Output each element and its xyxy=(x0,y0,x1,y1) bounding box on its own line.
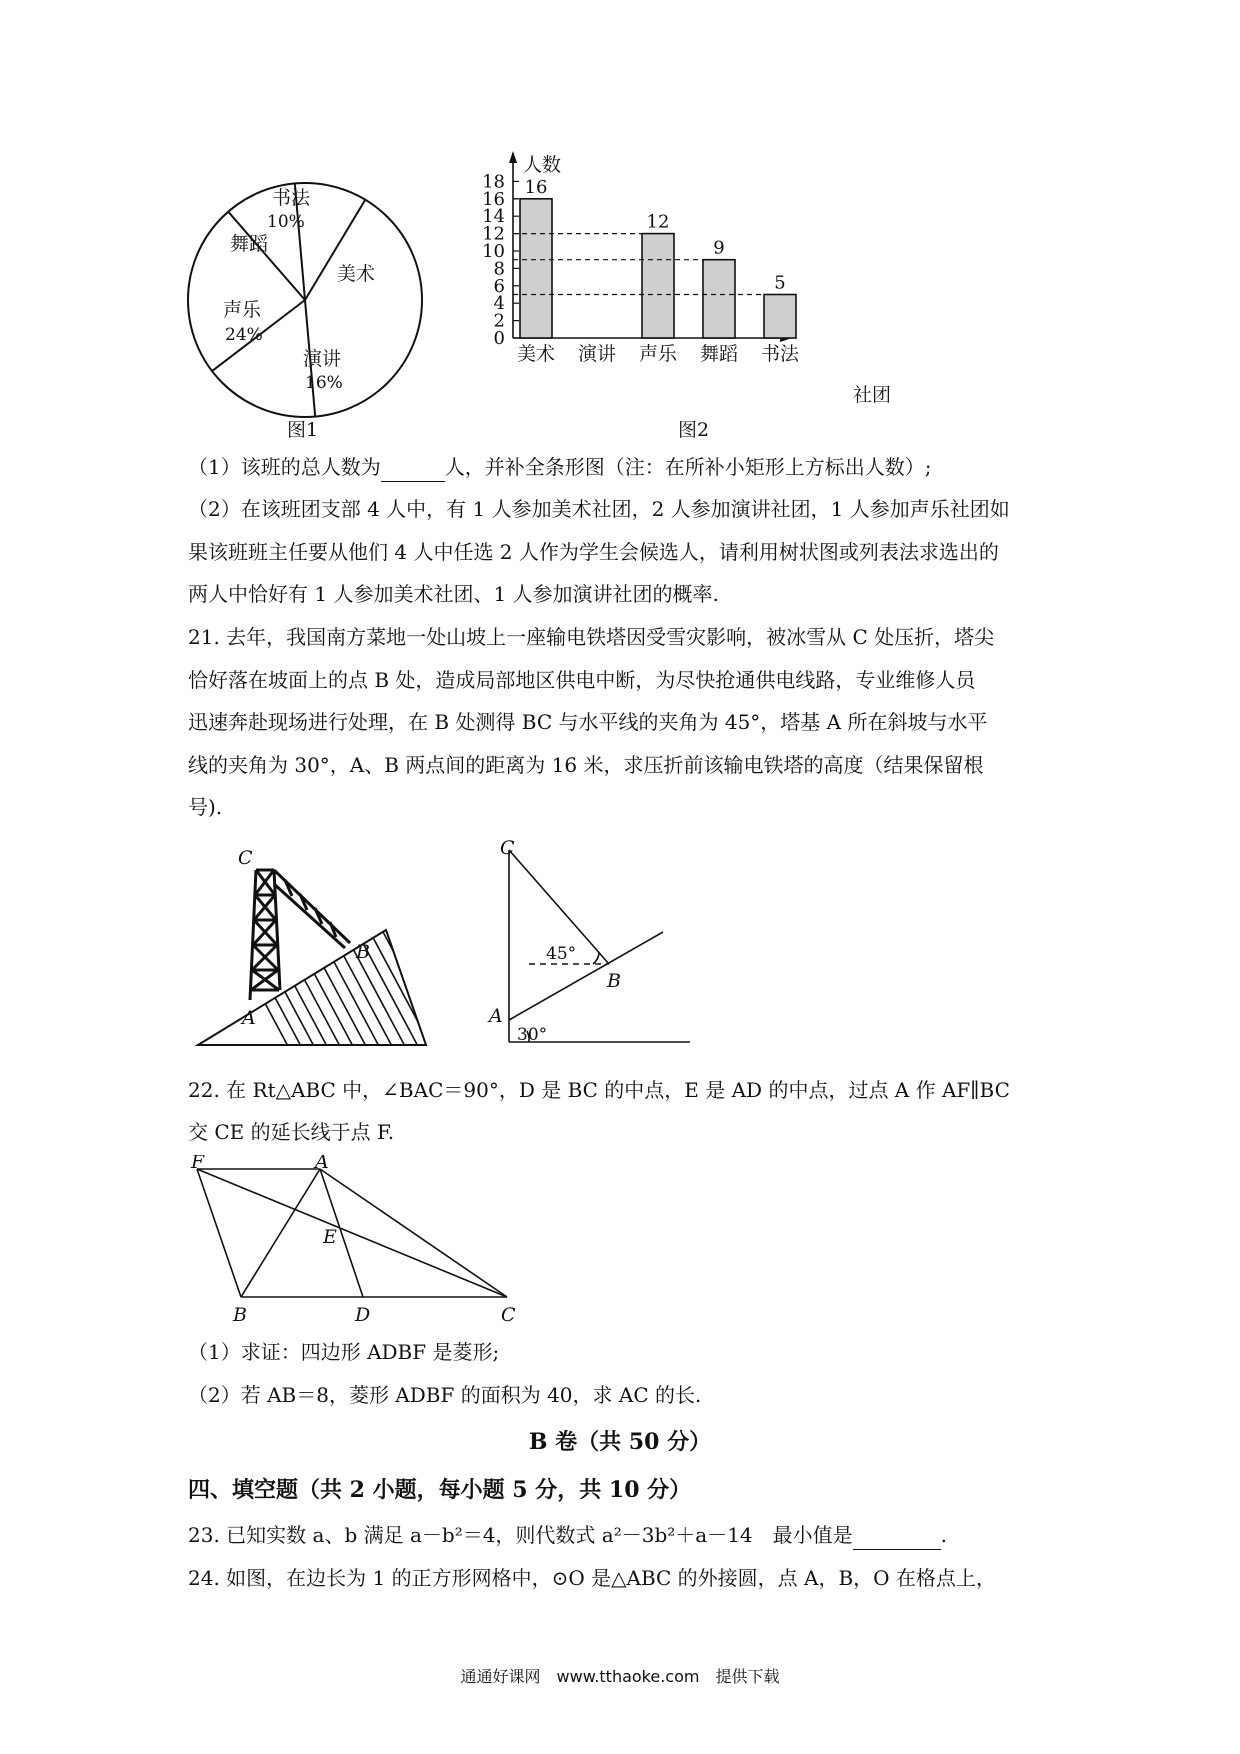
q22-part1: （1）求证：四边形 ADBF 是菱形; xyxy=(188,1340,500,1364)
q21-triangle-figure xyxy=(475,840,705,1050)
bar-ytick-label-16: 16 xyxy=(482,188,505,210)
q21-line3: 迅速奔赴现场进行处理，在 B 处测得 BC 与水平线的夹角为 45°，塔基 A 所在斜坡与水平 xyxy=(188,710,988,734)
bar-美术 xyxy=(520,199,552,338)
section-4-title: 四、填空题（共 2 小题，每小题 5 分，共 10 分） xyxy=(188,1477,692,1503)
bar-ytick-label-12: 12 xyxy=(482,223,505,245)
bar-ytick-label-14: 14 xyxy=(482,206,505,228)
bar-ylabel: 人数 xyxy=(523,154,562,176)
q24-line: 24. 如图，在边长为 1 的正方形网格中，⊙O 是△ABC 的外接圆，点 A，B，O 在格点上， xyxy=(188,1566,996,1590)
q22-label-d: D xyxy=(355,1304,371,1325)
q20-part2-line1: （2）在该班团支部 4 人中，有 1 人参加美术社团，2 人参加演讲社团，1 人参加声乐社团如 xyxy=(188,497,1010,521)
bar-ytick-label-8: 8 xyxy=(493,258,505,280)
slope-hatch-line xyxy=(340,900,420,1050)
pie-pct-shengyue: 24% xyxy=(225,325,263,345)
bar-chart xyxy=(455,145,915,415)
bar-舞蹈 xyxy=(703,260,735,338)
bar-category-label: 声乐 xyxy=(638,343,678,365)
pie-chart xyxy=(185,180,425,420)
bar-caption: 图2 xyxy=(678,419,710,441)
bar-书法 xyxy=(764,295,796,339)
q21-left-label-b: B xyxy=(356,941,370,963)
slope-hatch-line xyxy=(379,900,440,1050)
bar-category-label: 美术 xyxy=(516,343,556,365)
pie-pct-yanjiang: 16% xyxy=(305,373,343,393)
q22-label-f: F xyxy=(191,1155,205,1173)
bar-ytick-label-6: 6 xyxy=(493,275,505,297)
bar-ytick-label-2: 2 xyxy=(493,310,505,332)
slope-hatch-line xyxy=(405,900,440,1050)
bar-声乐 xyxy=(642,234,674,338)
slope-hatch-line xyxy=(223,900,303,1050)
bar-ytick-label-18: 18 xyxy=(482,171,505,193)
q22-label-e: E xyxy=(323,1226,337,1248)
page-footer: 通通好课网 www.tthaoke.com 提供下载 xyxy=(460,1667,780,1686)
q22-part2: （2）若 AB＝8，菱形 ADBF 的面积为 40，求 AC 的长. xyxy=(188,1383,702,1407)
slope-hatch-line xyxy=(418,900,440,1050)
pie-caption: 图1 xyxy=(287,419,319,441)
bar-ytick-label-4: 4 xyxy=(493,293,505,315)
bar-category-label: 书法 xyxy=(760,343,800,365)
q23-line: 23. 已知实数 a、b 满足 a－b²＝4，则代数式 a²－3b²＋a－14 最小值是 . xyxy=(188,1520,947,1550)
q21-left-label-a: A xyxy=(242,1007,256,1029)
pie-label-wudao: 舞蹈 xyxy=(230,233,269,255)
pie-label-shufa: 书法 xyxy=(272,187,311,209)
q22-label-b: B xyxy=(233,1304,247,1325)
q21-right-label-c: C xyxy=(500,840,515,859)
section-b-title: B 卷（共 50 分） xyxy=(528,1429,712,1455)
slope-hatch-line xyxy=(392,900,440,1050)
q22-label-c: C xyxy=(501,1304,516,1325)
q22-rhombus-figure xyxy=(185,1155,525,1325)
bar-xlabel: 社团 xyxy=(853,384,892,406)
bar-data-label: 9 xyxy=(713,237,725,259)
pie-label-meishu: 美术 xyxy=(337,263,376,285)
q20-part2-line3: 两人中恰好有 1 人参加美术社团、1 人参加演讲社团的概率. xyxy=(188,582,719,606)
q22-line1: 22. 在 Rt△ABC 中，∠BAC＝90°，D 是 BC 的中点，E 是 AD 的中点，过点 A 作 AF∥BC xyxy=(188,1078,1010,1102)
bar-ytick-label-0: 0 xyxy=(493,328,505,349)
q21-line1: 21. 去年，我国南方菜地一处山坡上一座输电铁塔因受雪灾影响，被冰雪从 C 处压折，塔尖 xyxy=(188,625,995,649)
q21-line4: 线的夹角为 30°，A、B 两点间的距离为 16 米，求压折前该输电铁塔的高度（结果保留根 xyxy=(188,753,984,777)
q21-tower-figure xyxy=(190,840,440,1050)
pie-label-shengyue: 声乐 xyxy=(223,299,262,321)
q21-right-angle30: 30° xyxy=(517,1025,548,1045)
bar-category-label: 演讲 xyxy=(577,343,617,365)
q20-blank[interactable] xyxy=(381,461,445,482)
pie-pct-shufa: 10% xyxy=(267,212,305,232)
q21-right-label-a: A xyxy=(489,1005,503,1027)
slope-hatch-line xyxy=(314,900,394,1050)
bar-data-label: 12 xyxy=(646,211,670,233)
q21-right-label-b: B xyxy=(607,970,621,992)
slope-hatch-line xyxy=(366,900,440,1050)
bar-category-label: 舞蹈 xyxy=(699,343,739,365)
q21-line5: 号). xyxy=(188,795,223,819)
q21-line2: 恰好落在坡面上的点 B 处，造成局部地区供电中断，为尽快抢通供电线路，专业维修人员 xyxy=(188,668,976,692)
bar-ytick-label-10: 10 xyxy=(482,241,505,262)
slope-hatch-line xyxy=(327,900,407,1050)
slope-hatch-line xyxy=(431,900,440,1050)
q22-label-a: A xyxy=(315,1155,329,1173)
pie-label-yanjiang: 演讲 xyxy=(303,348,342,370)
q21-right-angle45: 45° xyxy=(546,944,577,964)
q23-blank[interactable] xyxy=(853,1529,941,1550)
bar-y-axis-arrow xyxy=(509,151,517,163)
bar-data-label: 5 xyxy=(774,272,786,294)
q20-part1: （1）该班的总人数为 人，并补全条形图（注：在所补小矩形上方标出人数）; xyxy=(188,452,931,482)
q20-part2-line2: 果该班班主任要从他们 4 人中任选 2 人作为学生会候选人，请利用树状图或列表法求选出的 xyxy=(188,540,999,564)
q22-line2: 交 CE 的延长线于点 F. xyxy=(188,1120,395,1144)
slope-hatch-line xyxy=(353,900,433,1050)
bar-data-label: 16 xyxy=(524,176,548,198)
q21-left-label-c: C xyxy=(238,847,253,869)
